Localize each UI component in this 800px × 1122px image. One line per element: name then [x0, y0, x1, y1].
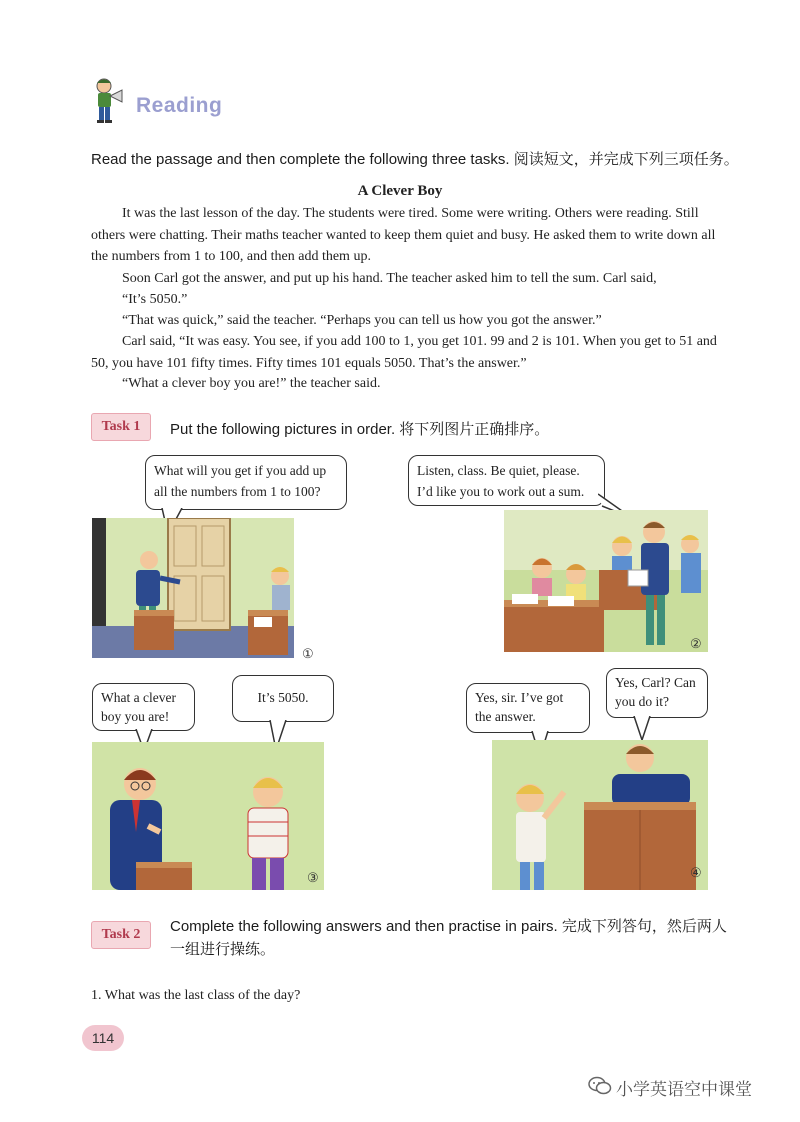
page-number: 114: [82, 1025, 124, 1051]
picture2-number: ②: [690, 636, 702, 651]
watermark-text: 小学英语空中课堂: [616, 1080, 752, 1100]
section-title: Reading: [136, 94, 223, 117]
reading-mascot-icon: [88, 76, 134, 124]
picture4-number: ④: [690, 865, 702, 880]
task2-badge: Task 2: [91, 921, 151, 949]
picture3-speech-bubble-teacher: What a clever boy you are!: [92, 683, 195, 731]
task1-instruction: Put the following pictures in order. 将下列图片正确排序。: [170, 421, 550, 438]
picture2-speech-bubble: Listen, class. Be quiet, please. I’d like you to work out a sum.: [408, 455, 605, 506]
picture2-classroom: [504, 510, 708, 652]
picture1-number: ①: [302, 646, 314, 661]
picture4-speech-bubble-teacher: Yes, Carl? Can you do it?: [606, 668, 708, 718]
story-title: A Clever Boy: [357, 183, 443, 199]
picture4-classroom: [492, 740, 708, 890]
task1-badge: Task 1: [91, 413, 151, 441]
story-paragraph: It was the last lesson of the day. The students were tired. Some were writing. Others were reading. Still others were chatting. Their maths teacher wanted to keep them quiet and busy. He asked them to write down all the numbers from 1 to 100, and then add them up.: [91, 206, 716, 264]
story-paragraph: Carl said, “It was easy. You see, if you add 100 to 1, you get 101. 99 and 2 is 101. When you get to 51 and 50, you have 101 fifty times. Fifty times 101 equals 5050. That’s the answer.”: [91, 334, 717, 371]
picture1-classroom: [92, 518, 294, 658]
picture3-number: ③: [307, 870, 319, 885]
wechat-icon: [588, 1075, 612, 1097]
instruction-text: Read the passage and then complete the following three tasks. 阅读短文，并完成下列三项任务。: [91, 151, 739, 168]
story-paragraph: “It’s 5050.”: [122, 292, 188, 307]
task2-question: 1. What was the last class of the day?: [91, 988, 301, 1003]
task2-instruction: Complete the following answers and then practise in pairs. 完成下列答句，然后两人一组进行操练。: [170, 918, 727, 958]
picture1-speech-bubble: What will you get if you add up all the numbers from 1 to 100?: [145, 455, 347, 510]
picture3-speech-bubble-carl: It’s 5050.: [232, 675, 334, 722]
story-paragraph: Soon Carl got the answer, and put up his hand. The teacher asked him to tell the sum. Carl said,: [122, 271, 657, 286]
picture4-speech-bubble-carl: Yes, sir. I’ve got the answer.: [466, 683, 590, 733]
story-paragraph: “That was quick,” said the teacher. “Perhaps you can tell us how you got the answer.”: [122, 313, 602, 328]
picture3-classroom: [92, 742, 324, 890]
story-paragraph: “What a clever boy you are!” the teacher said.: [122, 376, 381, 391]
